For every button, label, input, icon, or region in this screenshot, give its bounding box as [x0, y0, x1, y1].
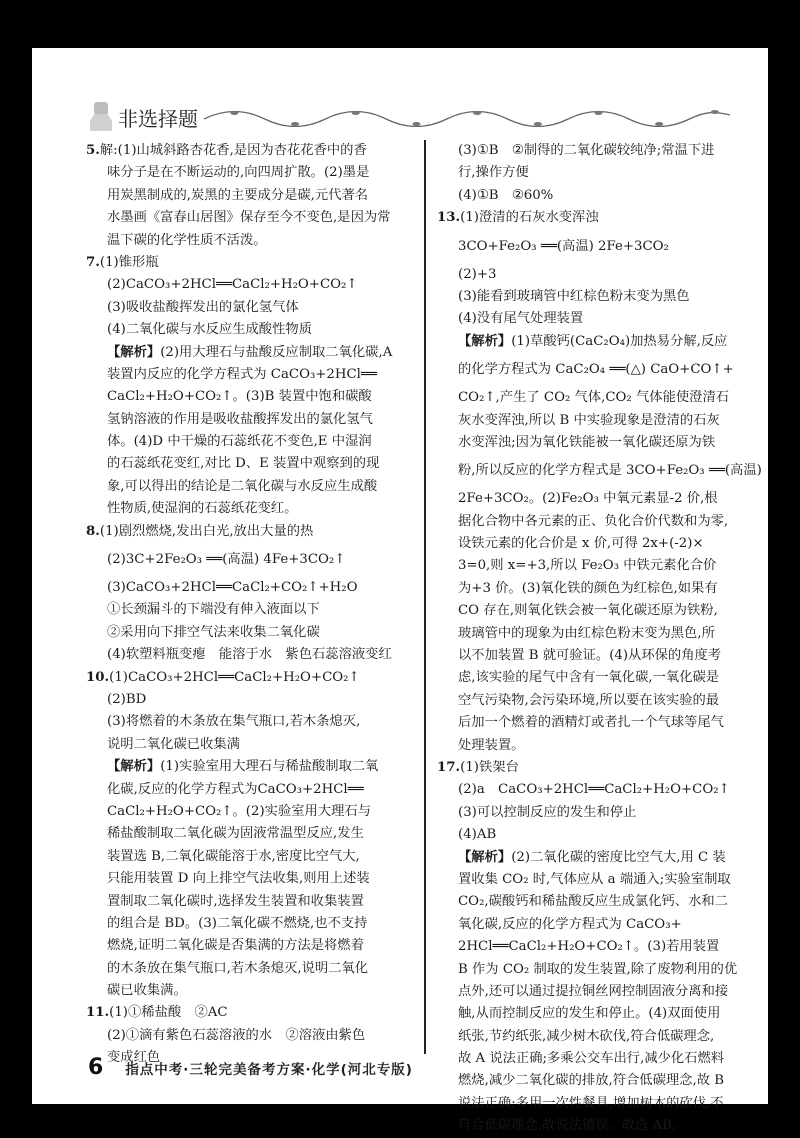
answer-text: (4)二氧化碳与水反应生成酸性物质	[107, 322, 312, 338]
analysis-text: 玻璃管中的现象为由红棕色粉末变为黑色,所	[458, 625, 715, 641]
analysis-text: 后加一个燃着的酒精灯或者扎一个气球等尾气	[458, 715, 724, 731]
answer-text: ②采用向下排空气法来收集二氧化碳	[107, 624, 320, 640]
question-number: 5.	[86, 143, 100, 158]
answer-text: (3)①B ②制得的二氧化碳较纯净;常温下进	[458, 143, 715, 158]
analysis-text: CaCl₂+H₂O+CO₂↑。(2)实验室用大理石与	[107, 803, 372, 819]
equation-text: (2)a CaCO₃+2HCl══CaCl₂+H₂O+CO₂↑	[458, 782, 730, 798]
column-divider	[424, 140, 426, 1054]
reading-figure-icon	[90, 102, 112, 132]
answer-text: (3)能看到玻璃管中红棕色粉末变为黑色	[458, 288, 690, 304]
analysis-text: 置制取二氧化碳时,选择发生装置和收集装置	[107, 893, 364, 909]
answer-text: (2)BD	[107, 691, 147, 707]
analysis-text: 化碳,反应的化学方程式为CaCO₃+2HCl══	[107, 781, 364, 797]
answer-text: (3)可以控制反应的发生和停止	[458, 804, 637, 820]
question-8	[86, 521, 416, 667]
analysis-text: 粉,所以反应的化学方程式是 3CO+Fe₂O₃ ══(高温)	[458, 463, 762, 479]
analysis-text: 性物质,使湿润的石蕊纸花变红。	[107, 501, 298, 517]
analysis-text: (2)二氧化碳的密度比空气大,用 C 装	[511, 849, 726, 865]
analysis-text: 灰水变浑浊,所以 B 中实验现象是澄清的石灰	[458, 412, 720, 428]
equation-text: 3CO+Fe₂O₃ ══(高温) 2Fe+3CO₂	[458, 238, 669, 254]
analysis-text: 触,从而控制反应的发生和停止。(4)双面使用	[458, 1006, 721, 1022]
question-number: 8.	[86, 523, 100, 539]
analysis-text: 设铁元素的化合价是 x 价,可得 2x+(-2)×	[458, 536, 704, 552]
section-header	[90, 100, 730, 134]
analysis-text: 的组合是 BD。(3)二氧化碳不燃烧,也不支持	[107, 915, 368, 931]
analysis-text: 碳已收集满。	[107, 983, 187, 999]
analysis-text: 说法正确;多用一次性餐具,增加树木的砍伐,不	[458, 1095, 724, 1111]
answer-text: ①长颈漏斗的下端没有伸入液面以下	[107, 602, 320, 618]
answer-text: 行,操作方便	[458, 165, 529, 181]
analysis-tag: 【解析】	[458, 849, 512, 865]
analysis-text: 氢钠溶液的作用是吸收盐酸挥发出的氯化氢气	[107, 411, 373, 427]
question-7	[86, 252, 416, 521]
analysis-text: 氧化碳,反应的化学方程式为 CaCO₃+	[458, 916, 682, 932]
analysis-text: 3=0,则 x=+3,所以 Fe₂O₃ 中铁元素化合价	[458, 558, 717, 574]
analysis-text: 2HCl══CaCl₂+H₂O+CO₂↑。(3)若用装置	[458, 939, 720, 955]
analysis-text: 的木条放在集气瓶口,若木条熄灭,说明二氧化	[107, 960, 369, 976]
analysis-tag: 【解析】	[107, 759, 161, 775]
analysis-text: 故 A 说法正确;多乘公交车出行,减少化石燃料	[458, 1051, 725, 1067]
analysis-text: 装置内反应的化学方程式为 CaCO₃+2HCl══	[107, 366, 377, 382]
equation-text: (3)CaCO₃+2HCl══CaCl₂+CO₂↑+H₂O	[107, 580, 358, 596]
vine-divider-icon	[204, 107, 730, 127]
answer-text: (4)AB	[458, 827, 497, 843]
question-11-continued	[437, 140, 753, 207]
question-5	[86, 140, 416, 252]
equation-text: (1)CaCO₃+2HCl══CaCl₂+H₂O+CO₂↑	[109, 669, 360, 685]
analysis-text: 2Fe+3CO₂。(2)Fe₂O₃ 中氧元素显-2 价,根	[458, 491, 718, 507]
analysis-text: 据化合物中各元素的正、负化合价代数和为零,	[458, 513, 729, 529]
equation-text: (2)CaCO₃+2HCl══CaCl₂+H₂O+CO₂↑	[107, 277, 358, 293]
analysis-text: 装置选 B,二氧化碳能溶于水,密度比空气大,	[107, 848, 360, 864]
analysis-text: 象,可以得出的结论是二氧化碳与水反应生成酸	[107, 478, 378, 494]
answer-text: 说明二氧化碳已收集满	[107, 736, 240, 752]
question-number: 10.	[86, 669, 110, 685]
analysis-text: 置收集 CO₂ 时,气体应从 a 端通入;实验室制取	[458, 871, 731, 887]
answer-text: (3)吸收盐酸挥发出的氯化氢气体	[107, 299, 299, 315]
answer-text: 用炭黑制成的,炭黑的主要成分是碳,元代著名	[107, 187, 369, 203]
answer-text: 水墨画《富春山居图》保存至今不变色,是因为常	[107, 210, 391, 226]
answer-text: (2)+3	[458, 266, 497, 282]
analysis-text: (2)用大理石与盐酸反应制取二氧化碳,A	[160, 344, 393, 360]
analysis-text: 处理装置。	[458, 737, 525, 753]
analysis-tag: 【解析】	[107, 344, 161, 360]
answer-text: 温下碳的化学性质不活泼。	[107, 232, 267, 248]
analysis-text: CO₂,碳酸钙和稀盐酸反应生成氯化钙、水和二	[458, 894, 728, 910]
answer-text: (1)锥形瓶	[99, 254, 159, 270]
analysis-text: 点外,还可以通过提拉铜丝网控制固液分离和接	[458, 983, 729, 999]
answer-text: (1)铁架台	[460, 759, 519, 775]
question-number: 11.	[86, 1005, 110, 1021]
analysis-text: 的石蕊纸花变红,对比 D、E 装置中观察到的现	[107, 456, 380, 472]
analysis-text: 以不加装置 B 就可验证。(4)从环保的角度考	[458, 648, 722, 664]
question-number: 13.	[437, 210, 461, 226]
answer-text: (3)将燃着的木条放在集气瓶口,若木条熄灭,	[107, 714, 361, 730]
analysis-text: (1)实验室用大理石与稀盐酸制取二氧	[160, 759, 379, 775]
answer-text: (4)软塑料瓶变瘪 能溶于水 紫色石蕊溶液变红	[107, 647, 392, 663]
analysis-text: 为+3 价。(3)氧化铁的颜色为红棕色,如果有	[458, 580, 718, 596]
analysis-text: CaCl₂+H₂O+CO₂↑。(3)B 装置中饱和碳酸	[107, 389, 372, 405]
answer-text: (4)没有尾气处理装置	[458, 311, 584, 327]
answer-text: 味分子是在不断运动的,向四周扩散。(2)墨是	[107, 165, 370, 181]
analysis-text: B 作为 CO₂ 制取的发生装置,除了废物利用的优	[458, 961, 738, 977]
equation-text: (2)3C+2Fe₂O₃ ══(高温) 4Fe+3CO₂↑	[107, 552, 346, 568]
answer-text: (1)澄清的石灰水变浑浊	[460, 210, 599, 226]
right-column	[437, 140, 762, 1138]
section-title: 非选择题	[118, 106, 198, 131]
question-13	[437, 207, 762, 757]
analysis-text: 虑,该实验的尾气中含有一氧化碳,一氧化碳是	[458, 670, 720, 686]
answer-text: 解:(1)山城斜路杏花香,是因为杏花花香中的香	[99, 143, 367, 158]
analysis-tag: 【解析】	[458, 333, 512, 349]
analysis-text: 体。(4)D 中干燥的石蕊纸花不变色,E 中湿润	[107, 434, 372, 450]
question-10	[86, 667, 416, 1003]
analysis-text: CO 存在,则氧化铁会被一氧化碳还原为铁粉,	[458, 603, 718, 619]
left-column	[86, 140, 416, 1070]
page-footer	[88, 1055, 413, 1080]
question-17	[437, 757, 753, 1138]
analysis-text: (1)草酸钙(CaC₂O₄)加热易分解,反应	[511, 333, 728, 349]
analysis-text: 只能用装置 D 向上排空气法收集,则用上述装	[107, 871, 370, 887]
answer-text: (1)①稀盐酸 ②AC	[109, 1005, 228, 1021]
answer-text: (1)剧烈燃烧,发出白光,放出大量的热	[99, 523, 314, 539]
answer-text: (2)①滴有紫色石蕊溶液的水 ②溶液由紫色	[107, 1027, 366, 1043]
analysis-text: 的化学方程式为 CaC₂O₄ ══(△) CaO+CO↑+	[458, 362, 734, 378]
analysis-text: 燃烧,证明二氧化碳是否集满的方法是将燃着	[107, 938, 364, 954]
question-number: 7.	[86, 254, 100, 270]
analysis-text: 稀盐酸制取二氧化碳为固液常温型反应,发生	[107, 826, 364, 842]
answer-text: (4)①B ②60%	[458, 187, 554, 203]
analysis-text: 空气污染物,会污染环境,所以要在该实验的最	[458, 692, 720, 708]
question-number: 17.	[437, 759, 461, 775]
analysis-text: 符合低碳理念,故说法错误。故选 AB。	[458, 1118, 686, 1134]
analysis-text: CO₂↑,产生了 CO₂ 气体,CO₂ 气体能使澄清石	[458, 390, 730, 406]
answer-text: 变成红色	[107, 1050, 161, 1066]
page-number: 6	[88, 1055, 104, 1080]
analysis-text: 燃烧,减少二氧化碳的排放,符合低碳理念,故 B	[458, 1073, 725, 1089]
analysis-text: 纸张,节约纸张,减少树木砍伐,符合低碳理念,	[458, 1028, 715, 1044]
book-title: 指点中考·三轮完美备考方案·化学(河北专版)	[125, 1062, 413, 1078]
analysis-text: 水变浑浊;因为氧化铁能被一氧化碳还原为铁	[458, 434, 716, 450]
